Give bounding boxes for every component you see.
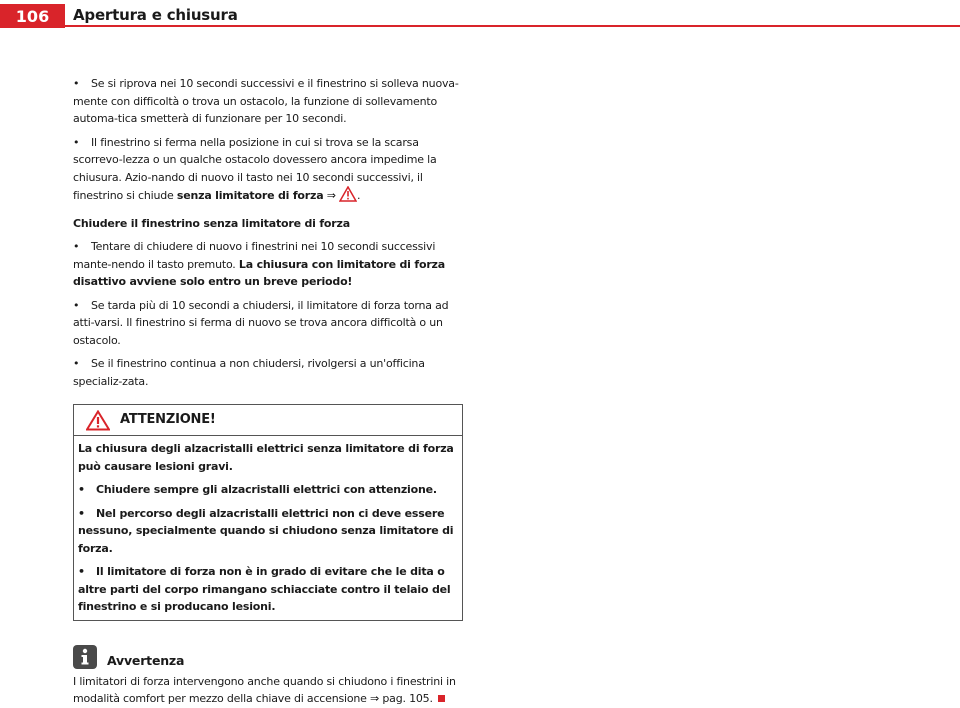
paragraph-text: Se tarda più di 10 secondi a chiudersi, il limitatore di forza torna ad atti-varsi. Il finestrino si ferma di nuovo se trova ancora difficoltà o un ostacolo. <box>73 298 449 347</box>
bold-text: La chiusura con limitatore di forza disattivo avviene solo entro un breve periodo! <box>73 257 445 288</box>
chapter-title: Apertura e chiusura <box>73 6 238 24</box>
section-heading: Chiudere il finestrino senza limitatore di forza <box>73 216 350 230</box>
warning-item <box>78 563 458 616</box>
page-header <box>0 0 960 28</box>
bullet: • <box>73 77 80 90</box>
info-icon <box>73 645 97 669</box>
bold-text: senza limitatore di forza <box>176 189 324 202</box>
note-body: I limitatori di forza intervengono anche quando si chiudono i finestrini in modalità comfort per mezzo della chiave di accensione <box>73 674 456 705</box>
paragraph-retry <box>73 75 463 128</box>
header-rule <box>0 25 960 27</box>
warning-item <box>78 481 458 499</box>
paragraph-text: Tentare di chiudere di nuovo i finestrini nei 10 secondi successivi mante-nendo il tasto premuto. <box>73 240 436 271</box>
warning-intro: La chiusura degli alzacristalli elettrici senza limitatore di forza può causare lesioni gravi. <box>78 442 454 473</box>
paragraph-text: Il finestrino si ferma nella posizione in cui si trova se la scarsa scorrevo-lezza o un qualche ostacolo dovessero ancora impedime la chiusura. Azio-nando di nuovo il tasto nei 10 secondi successivi, il finestrino si chiude <box>73 135 437 202</box>
arrow-symbol[interactable]: ⇒ <box>326 189 336 202</box>
warning-box <box>73 404 463 621</box>
warning-item <box>78 505 458 558</box>
paragraph-stop <box>73 134 463 205</box>
main-content <box>73 75 463 708</box>
bullet: • <box>78 565 85 578</box>
warning-item-text: Nel percorso degli alzacristalli elettrici non ci deve essere nessuno, specialmente quando si chiudono senza limitatore di forza. <box>78 506 454 555</box>
end-marker <box>438 695 445 702</box>
page-number: 106 <box>0 4 65 28</box>
bullet: • <box>73 298 80 312</box>
paragraph-text: Se si riprova nei 10 secondi successivi e il finestrino si solleva nuova-mente con difficoltà o trova un ostacolo, la funzione di sollevamento automa-tica smetterà di funzionare per 10 secondi. <box>73 77 459 125</box>
bullet: • <box>78 506 85 520</box>
note-title: Avvertenza <box>107 653 185 668</box>
warning-body <box>74 436 462 620</box>
note-section <box>73 643 463 708</box>
note-header <box>73 643 463 669</box>
warning-triangle-icon[interactable] <box>339 186 357 202</box>
arrow-symbol[interactable]: ⇒ <box>370 692 380 705</box>
bullet: • <box>78 483 85 496</box>
warning-triangle-icon <box>86 410 110 431</box>
warning-item-text: Il limitatore di forza non è in grado di evitare che le dita o altre parti del corpo rimangano schiacciate contro il telaio del finestrino e si producano lesioni. <box>78 565 451 613</box>
warning-header <box>74 405 462 436</box>
bullet: • <box>73 135 80 149</box>
warning-item-text: Chiudere sempre gli alzacristalli elettrici con attenzione. <box>96 483 437 496</box>
warning-title: ATTENZIONE! <box>120 412 216 428</box>
paragraph-reactivate <box>73 297 463 350</box>
paragraph-close <box>73 238 463 291</box>
paragraph-text: Se il finestrino continua a non chiudersi, rivolgersi a un'officina specializ-zata. <box>73 357 425 388</box>
paragraph-workshop <box>73 355 463 390</box>
period: . <box>357 189 361 202</box>
page-reference-link[interactable]: pag. 105. <box>382 692 433 705</box>
bullet: • <box>73 240 80 253</box>
bullet: • <box>73 357 80 370</box>
